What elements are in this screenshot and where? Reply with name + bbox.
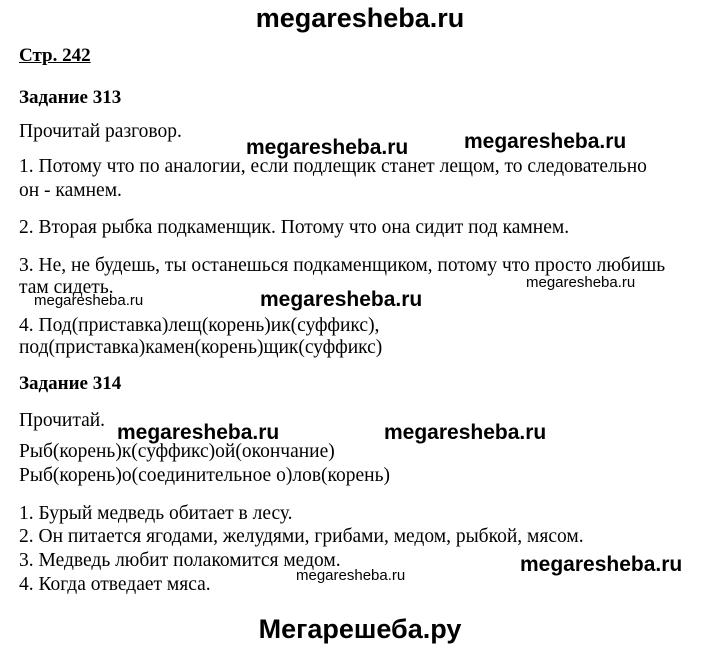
task-313-line-1-cont: он - камнем.	[19, 180, 122, 201]
watermark-9: megaresheba.ru	[296, 567, 406, 584]
task-314-title: Задание 314	[19, 373, 122, 394]
task-313-line-2: 2. Вторая рыбка подкаменщик. Потому что она сидит под камнем.	[19, 217, 570, 238]
task-314-answer-4: 4. Когда отведает мяса.	[19, 574, 211, 595]
task-314-answer-3: 3. Медведь любит полакомится медом.	[19, 550, 341, 571]
task-314-answer-2: 2. Он питается ягодами, желудями, грибами, медом, рыбкой, мясом.	[19, 526, 584, 547]
task-314-morpheme-2: Рыб(корень)о(соединительное о)лов(корень)	[19, 465, 390, 486]
watermark-1: megaresheba.ru	[246, 136, 409, 159]
header-watermark: megaresheba.ru	[255, 3, 465, 33]
watermark-7: megaresheba.ru	[384, 421, 547, 444]
task-314-answer-1: 1. Бурый медведь обитает в лесу.	[19, 503, 293, 524]
task-314-morpheme-1: Рыб(корень)к(суффикс)ой(окончание)	[19, 441, 335, 462]
task-313-line-1: 1. Потому что по аналогии, если подлещик станет лещом, то следовательно	[19, 156, 647, 177]
watermark-2: megaresheba.ru	[464, 130, 627, 153]
watermark-8: megaresheba.ru	[520, 553, 683, 576]
watermark-3: megaresheba.ru	[34, 292, 144, 309]
watermark-6: megaresheba.ru	[117, 421, 280, 444]
task-313-line-3-cont: там сидеть.	[19, 277, 114, 298]
task-313-title: Задание 313	[19, 87, 122, 108]
watermark-5: megaresheba.ru	[526, 274, 636, 291]
task-313-line-4-cont: под(приставка)камен(корень)щик(суффикс)	[19, 337, 383, 358]
task-314-intro: Прочитай.	[19, 410, 106, 431]
footer-watermark: Мегарешеба.ру	[258, 614, 462, 644]
task-313-line-4: 4. Под(приставка)лещ(корень)ик(суффикс),	[19, 315, 380, 336]
task-313-line-3: 3. Не, не будешь, ты останешься подкаменщиком, потому что просто любишь	[19, 255, 666, 276]
watermark-4: megaresheba.ru	[260, 288, 423, 311]
task-313-intro: Прочитай разговор.	[19, 121, 182, 142]
page-reference: Стр. 242	[19, 45, 91, 66]
